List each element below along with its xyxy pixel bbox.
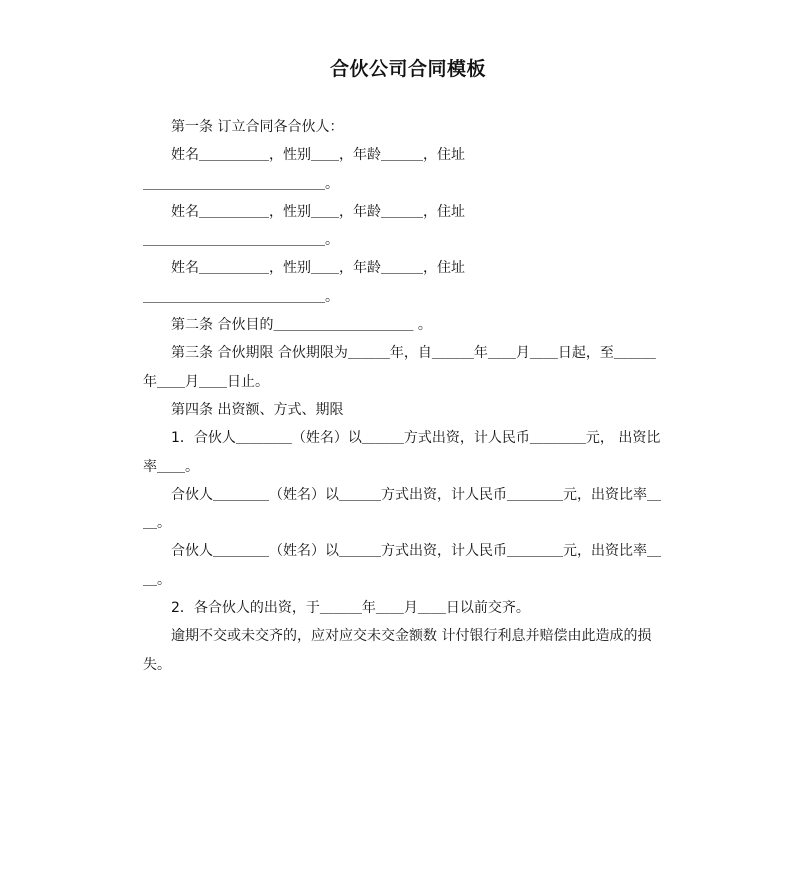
document-title: 合伙公司合同模板	[329, 58, 486, 80]
partner-3-info: 姓名＿＿＿＿＿，性别＿＿，年龄＿＿＿，住址	[171, 260, 465, 277]
article-1-heading: 第一条 订立合同各合伙人：	[171, 119, 344, 135]
late-payment-clause: 逾期不交或未交齐的，应对应交未交金额数 计付银行利息并赔偿由此造成的损失。	[143, 628, 652, 673]
article-2-purpose: 第二条 合伙目的＿＿＿＿＿＿＿＿＿＿ 。	[171, 317, 432, 334]
contribution-item-3: 合伙人＿＿＿＿（姓名）以＿＿＿方式出资，计人民币＿＿＿＿元，出资比率＿＿。	[143, 543, 661, 588]
article-3-term: 第三条 合伙期限 合伙期限为＿＿＿年，自＿＿＿年＿＿月＿＿日起，至＿＿＿年＿＿月＿＿日止。	[143, 345, 656, 390]
partner-2-info: 姓名＿＿＿＿＿，性别＿＿，年龄＿＿＿，住址	[171, 203, 465, 220]
article-4-heading: 第四条 出资额、方式、期限	[171, 401, 344, 418]
partner-1-info: 姓名＿＿＿＿＿，性别＿＿，年龄＿＿＿，住址	[171, 147, 465, 164]
contribution-item-1: 1．合伙人＿＿＿＿（姓名）以＿＿＿方式出资，计人民币＿＿＿＿元， 出资比率＿＿。	[143, 430, 661, 475]
contribution-item-2: 合伙人＿＿＿＿（姓名）以＿＿＿方式出资，计人民币＿＿＿＿元，出资比率＿＿。	[143, 486, 661, 532]
partner-2-address: ＿＿＿＿＿＿＿＿＿＿＿＿＿。	[143, 232, 339, 249]
document-body	[143, 113, 661, 679]
contribution-deadline: 2．各合伙人的出资，于＿＿＿年＿＿月＿＿日以前交齐。	[171, 600, 530, 617]
partner-1-address: ＿＿＿＿＿＿＿＿＿＿＿＿＿。	[143, 175, 339, 192]
partner-3-address: ＿＿＿＿＿＿＿＿＿＿＿＿＿。	[143, 288, 339, 305]
